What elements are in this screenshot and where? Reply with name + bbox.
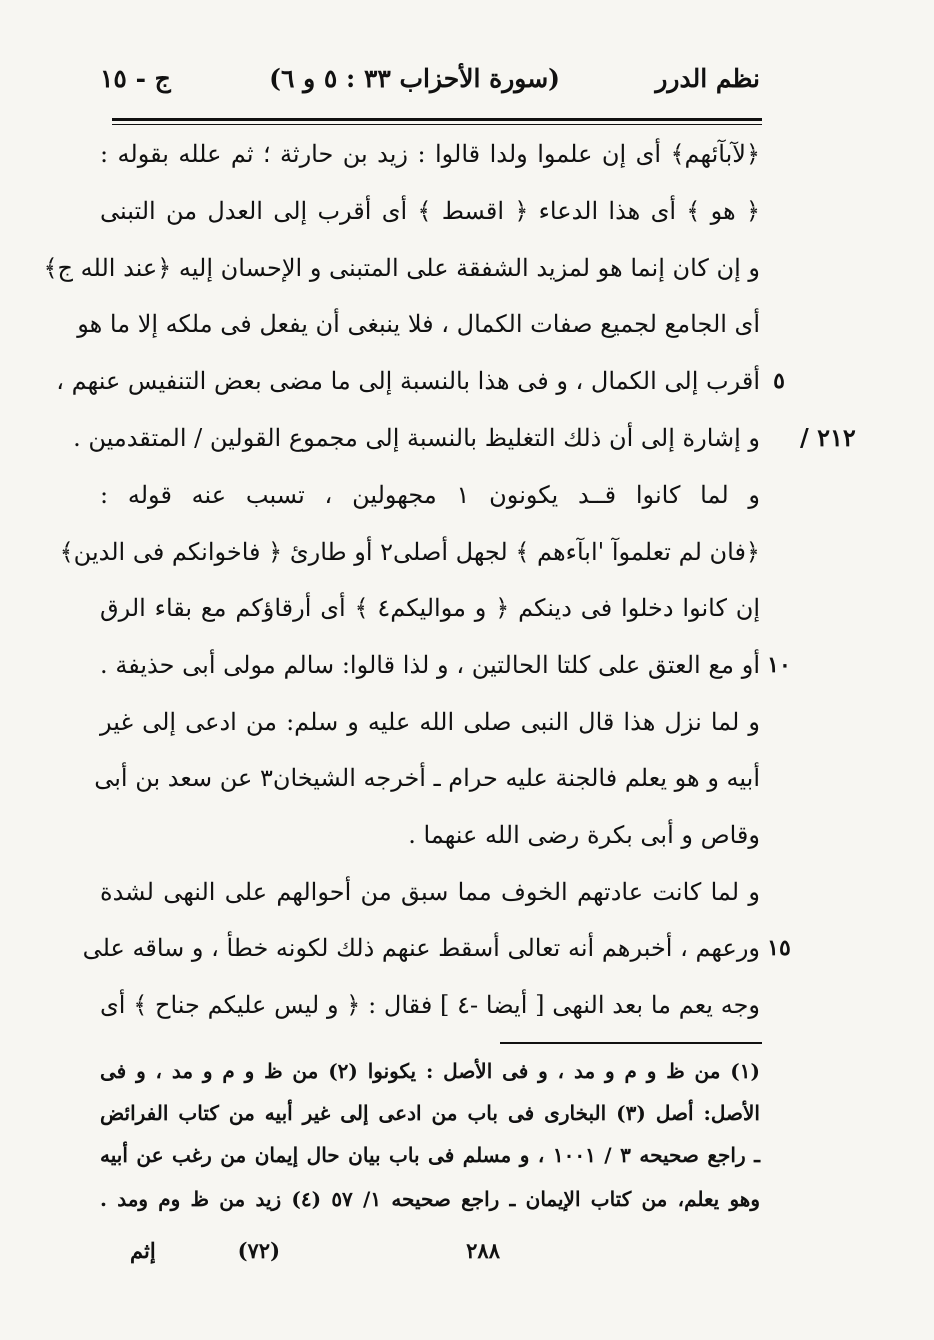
running-header bbox=[100, 64, 760, 104]
footnote-rule bbox=[500, 1042, 762, 1044]
body-line: أقرب إلى الكمال ، و فى هذا بالنسبة إلى ما مضى بعض التنفيس عنهم ، bbox=[56, 367, 760, 395]
margin-manuscript-ref: ٢١٢ / bbox=[800, 423, 856, 452]
body-line: وجه يعم ما بعد النهى [ أيضا -٤ ] فقال : ﴿ و ليس عليكم جناح ﴾ أى bbox=[100, 991, 761, 1019]
page-number: ٢٨٨ bbox=[466, 1238, 500, 1263]
page-footer bbox=[100, 1238, 760, 1268]
line-number: ١٥ bbox=[767, 935, 791, 961]
surah-reference: (سورة الأحزاب ٣٣ : ٥ و ٦) bbox=[269, 64, 560, 93]
footnote-line: (١) من ظ و م و مد ، و فى الأصل : يكونوا (٢) من ظ و م و مد ، و فى bbox=[100, 1059, 760, 1083]
body-line: وقاص و أبى بكرة رضى الله عنهما . bbox=[408, 821, 760, 849]
body-line: ﴿فان لم تعلموآ 'ابآءهم ﴾ لجهل أصلى٢ أو طارئ ﴿ فاخوانكم فى الدين﴾ bbox=[59, 538, 760, 566]
line-number: ١٠ bbox=[767, 652, 791, 678]
line-number: ٥ bbox=[773, 368, 785, 394]
book-title: نظم الدرر bbox=[655, 64, 760, 93]
body-line: و لما نزل هذا قال النبى صلى الله عليه و سلم: من ادعى إلى غير bbox=[100, 708, 760, 736]
volume-number: ج - ١٥ bbox=[100, 64, 171, 93]
body-line: ورعهم ، أخبرهم أنه تعالى أسقط عنهم ذلك لكونه خطأ ، و ساقه على bbox=[82, 934, 760, 962]
body-line: و إن كان إنما هو لمزيد الشفقة على المتبنى و الإحسان إليه ﴿عند الله ج﴾ bbox=[43, 254, 760, 282]
body-line: ﴿ هو ﴾ أى هذا الدعاء ﴿ اقسط ﴾ أى أقرب إلى العدل من التبنى bbox=[100, 197, 760, 225]
body-line: و لما كانوا قــد يكونون ١ مجهولين ، تسبب عنه قوله : bbox=[100, 481, 761, 509]
footnote-line: الأصل: أصل (٣) البخارى فى باب من ادعى إلى غير أبيه من كتاب الفرائض bbox=[100, 1101, 760, 1125]
header-rule-thin bbox=[112, 124, 762, 125]
catchword: إثم bbox=[130, 1238, 156, 1263]
body-line: و إشارة إلى أن ذلك التغليظ بالنسبة إلى مجموع القولين / المتقدمين . bbox=[73, 424, 760, 452]
signature-mark: (٧٢) bbox=[237, 1238, 280, 1263]
body-line: أو مع العتق على كلتا الحالتين ، و لذا قالوا: سالم مولى أبى حذيفة . bbox=[100, 651, 760, 679]
body-line: أبيه و هو يعلم فالجنة عليه حرام ـ أخرجه الشيخان٣ عن سعد بن أبى bbox=[94, 764, 760, 792]
body-line: و لما كانت عادتهم الخوف مما سبق من أحوالهم على النهى لشدة bbox=[100, 878, 760, 906]
body-line: ﴿لآبآئهم﴾ أى إن علموا ولدا قالوا : زيد بن حارثة ؛ ثم علله بقوله : bbox=[100, 140, 760, 168]
body-line: إن كانوا دخلوا فى دينكم ﴿ و مواليكم٤ ﴾ أى أرقاؤكم مع بقاء الرق bbox=[100, 594, 760, 622]
body-line: أى الجامع لجميع صفات الكمال ، فلا ينبغى أن يفعل فى ملكه إلا ما هو bbox=[77, 310, 760, 338]
footnote-line: وهو يعلم، من كتاب الإيمان ـ راجع صحيحه ١/ ٥٧ (٤) زيد من ظ وم ومد . bbox=[100, 1187, 760, 1211]
footnote-line: ـ راجع صحيحه ٣ / ١٠٠١ ، و مسلم فى باب بيان حال إيمان من رغب عن أبيه bbox=[100, 1143, 760, 1167]
header-rule-thick bbox=[112, 118, 762, 121]
